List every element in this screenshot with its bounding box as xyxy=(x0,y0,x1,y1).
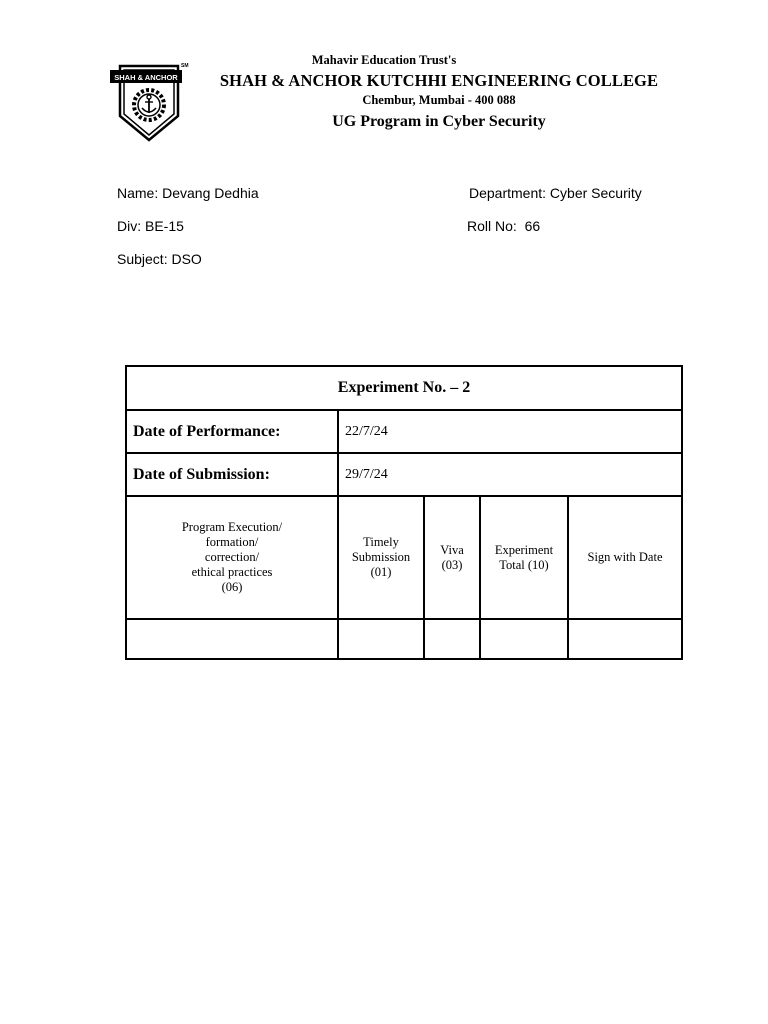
logo-banner-text: SHAH & ANCHOR xyxy=(114,73,178,82)
college-name: SHAH & ANCHOR KUTCHHI ENGINEERING COLLEGE xyxy=(219,71,659,90)
college-address: Chembur, Mumbai - 400 088 xyxy=(362,93,516,107)
submission-date-value: 29/7/24 xyxy=(338,453,682,496)
column-header-line: formation/ xyxy=(205,535,259,549)
score-cell-timely-submission xyxy=(338,619,424,659)
column-header-line: Submission xyxy=(351,550,411,564)
student-div: Div: BE-15 xyxy=(117,218,184,234)
column-header-line: correction/ xyxy=(204,550,260,564)
trust-name: Mahavir Education Trust's xyxy=(311,53,457,67)
program-name: UG Program in Cyber Security xyxy=(332,113,546,130)
student-subject: Subject: DSO xyxy=(117,251,202,267)
column-header-line: (06) xyxy=(221,580,243,594)
student-department: Department: Cyber Security xyxy=(469,185,642,201)
column-header-line: Timely xyxy=(363,535,399,549)
column-header-line: Program Execution/ xyxy=(181,520,283,534)
column-header-line: ethical practices xyxy=(191,565,273,579)
experiment-title: Experiment No. – 2 xyxy=(126,366,682,410)
column-header-line: (03) xyxy=(441,557,463,572)
column-header-line: Viva xyxy=(440,542,464,557)
column-header-line: (01) xyxy=(370,565,392,579)
column-header-experiment-total xyxy=(480,496,568,619)
column-header-timely-submission xyxy=(338,496,424,619)
experiment-table xyxy=(125,365,683,660)
performance-date-label: Date of Performance: xyxy=(126,410,338,453)
column-header-line: Total (10) xyxy=(499,557,549,572)
student-name: Name: Devang Dedhia xyxy=(117,185,259,201)
column-header-sign-with-date xyxy=(568,496,682,619)
student-roll-no: Roll No: 66 xyxy=(467,218,541,234)
score-cell-viva xyxy=(424,619,480,659)
logo-mark-text: SM xyxy=(181,63,189,69)
column-header-viva xyxy=(424,496,480,619)
submission-date-label: Date of Submission: xyxy=(126,453,338,496)
column-header-line: Sign with Date xyxy=(587,550,663,564)
score-cell-program-execution xyxy=(126,619,338,659)
column-header-line: Experiment xyxy=(494,542,554,557)
score-cell-experiment-total xyxy=(480,619,568,659)
score-cell-sign-with-date xyxy=(568,619,682,659)
performance-date-value: 22/7/24 xyxy=(338,410,682,453)
column-header-program-execution xyxy=(126,496,338,619)
